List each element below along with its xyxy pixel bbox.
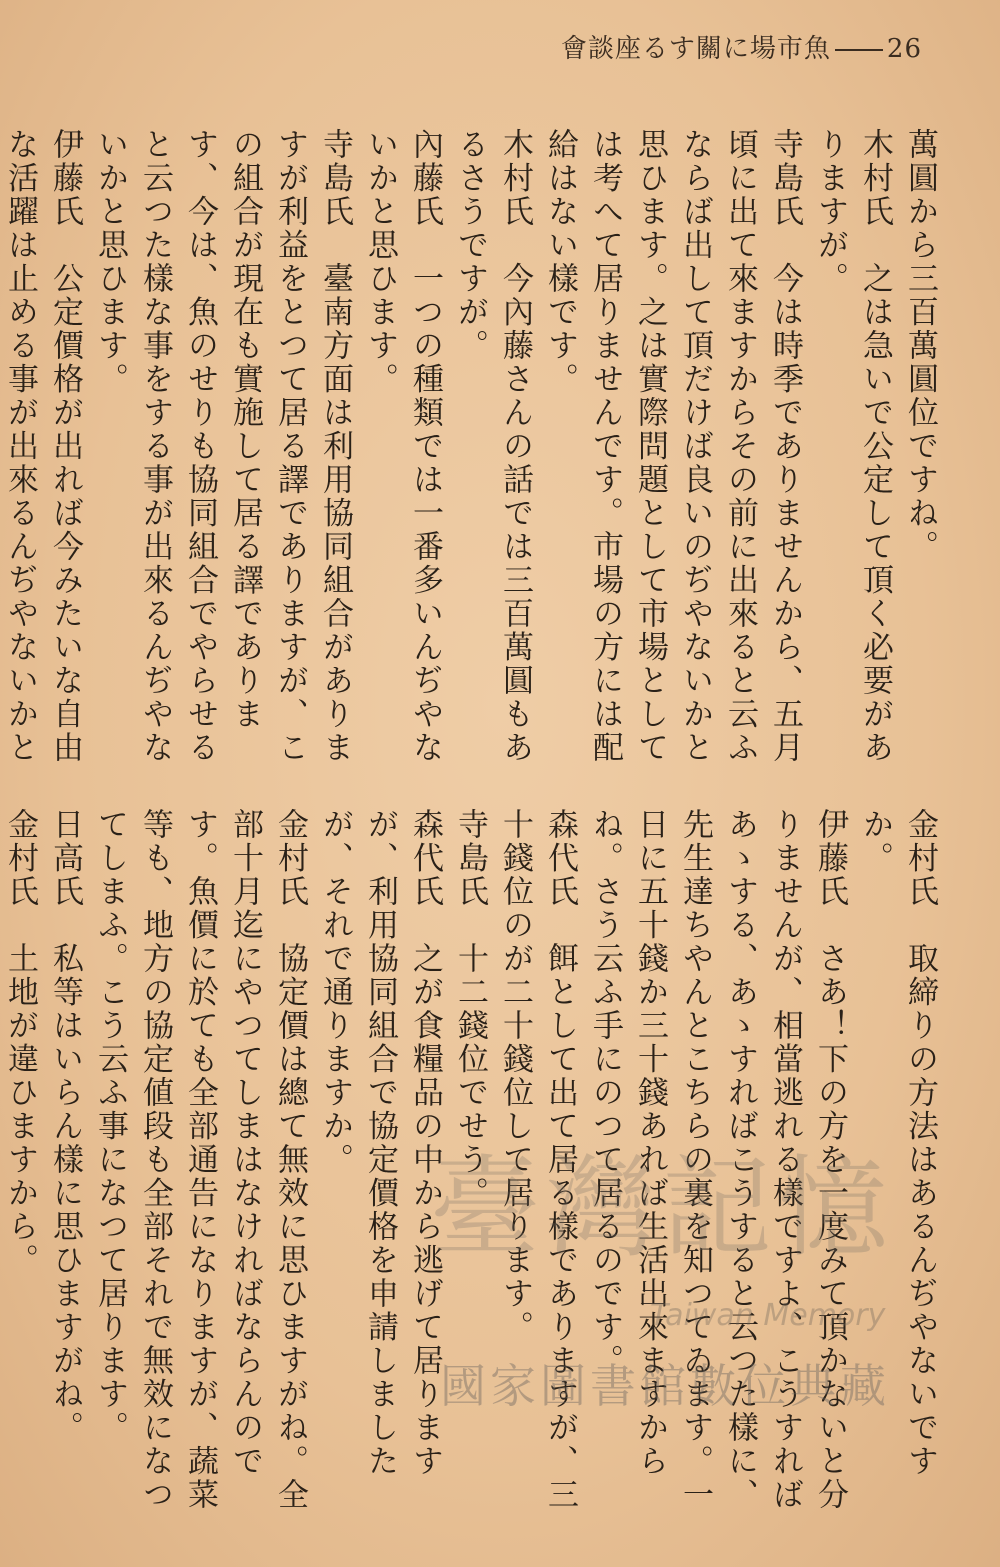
speaker-name: 金村氏	[2, 808, 38, 909]
dialogue-paragraph	[537, 128, 807, 768]
dialogue-paragraph	[582, 808, 852, 1528]
dialogue-text: 餌として出て居る樣でありますが、三十錢位のが二十錢位して居ります。	[497, 808, 578, 1512]
speaker-name: 森代氏	[542, 808, 578, 909]
speaker-name: 金村氏	[902, 808, 938, 909]
speaker-name: 寺島氏	[452, 808, 488, 909]
dialogue-paragraph	[0, 808, 42, 1528]
speaker-name: 伊藤氏	[812, 808, 848, 909]
dialogue-text: 今は時季でありませんから、五月頃に出て來ますからその前に出來ると云ふならば出して頂だけば良いのぢやないかと思ひます。之は實際問題として市場としては考へて居りませんです。市場の方には配給はない樣です。	[542, 128, 803, 765]
dialogue-text: 今內藤さんの話では三百萬圓もあるさうですが。	[452, 128, 533, 765]
speaker-name: 森代氏	[407, 808, 443, 909]
speaker-name: 日高氏	[47, 808, 83, 909]
dialogue-text: 一つの種類では一番多いんぢやないかと思ひます。	[362, 128, 443, 765]
speaker-name: 木村氏	[497, 128, 533, 229]
dialogue-paragraph	[0, 128, 87, 768]
watermark-seal: 臺灣記憶	[430, 1144, 894, 1272]
header-title: 會談座るす關に場市魚	[560, 34, 831, 64]
dialogue-text: 私等はいらん樣に思ひますがね。	[47, 942, 83, 1445]
dialogue-text: 之は急いで公定して頂く必要がありますが。	[812, 128, 893, 765]
speaker-name: 寺島氏	[317, 128, 353, 229]
watermark-english: Taiwan Memory	[650, 1298, 886, 1333]
dialogue-paragraph	[312, 808, 447, 1528]
running-header	[561, 28, 922, 65]
dialogue-paragraph	[807, 128, 897, 768]
dialogue-text: 協定價は總て無效に思ひますがね。全部十月迄にやつてしまはなければならんのです。魚價に於ても全部通告になりますが、蔬菜等も、地方の協定値段も全部それで無效になつてしまふ。こう云ふ事になつて居ります。	[92, 808, 308, 1512]
dialogue-paragraph	[87, 808, 312, 1528]
dialogue-text: 臺南方面は利用協同組合がありますが利益をとつて居る譯でありますが、この組合が現在も實施して居る譯であります、今は、魚のせりも協同組合でやらせると云つた樣な事をする事が出來るんぢやないかと思ひます。	[92, 128, 353, 765]
speaker-name: 金村氏	[272, 808, 308, 909]
speaker-name: 伊藤氏	[47, 128, 83, 229]
dialogue-text: さあ！下の方を一度みて頂かないと分りませんが、相當逃れる樣ですよ、こうすればあゝする、あゝすればこうすると云つた樣に、先生達ちやんとこちらの裏を知つてゐます。一日に五十錢か三十錢あれば生活出來ますからね。さう云ふ手にのつて居るのです。	[587, 808, 848, 1512]
page-number: 26	[886, 34, 922, 64]
header-rule	[835, 49, 883, 51]
dialogue-text: 公定價格が出れば今みたいな自由な活躍は止める事が出來るんぢやないかと	[2, 128, 83, 765]
dialogue-paragraph	[447, 808, 492, 1528]
speaker-name: 內藤氏	[407, 128, 443, 229]
dialogue-text: 土地が違ひますから。	[2, 942, 38, 1277]
dialogue-paragraph	[852, 808, 942, 1528]
dialogue-paragraph	[87, 128, 357, 768]
speaker-name: 寺島氏	[767, 128, 803, 229]
dialogue-paragraph	[42, 808, 87, 1528]
dialogue-paragraph	[492, 808, 582, 1528]
dialogue-paragraph	[447, 128, 537, 768]
dialogue-paragraph	[357, 128, 447, 768]
dialogue-text: 十二錢位でせう。	[452, 942, 488, 1210]
speaker-name: 木村氏	[857, 128, 893, 229]
bottom-text-block	[2, 808, 942, 1528]
dialogue-text: 取締りの方法はあるんぢやないですか。	[857, 808, 938, 1478]
top-text-block	[2, 128, 942, 768]
dialogue-text: 之が食糧品の中から逃げて居りますが、利用協同組合で協定價格を申請しましたが、それで通りますか。	[317, 808, 443, 1478]
dialogue-paragraph	[897, 128, 942, 768]
watermark-chinese: 國家圖書館數位典藏	[440, 1359, 890, 1413]
dialogue-text: 萬圓から三百萬圓位ですね。	[902, 128, 938, 564]
